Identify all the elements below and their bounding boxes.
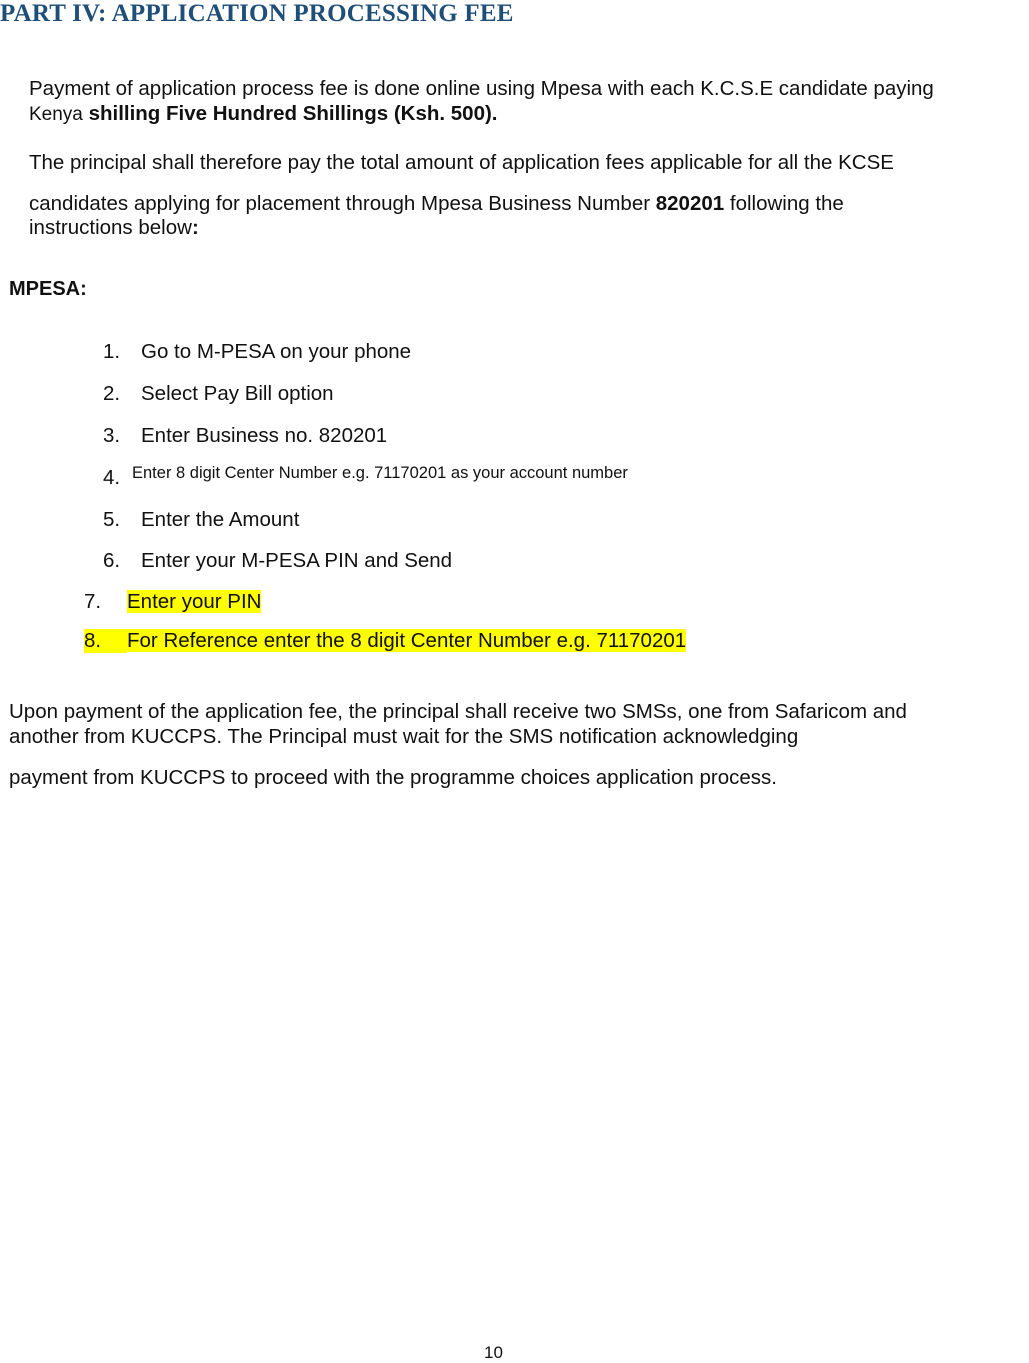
step-number: 6. [103, 549, 121, 572]
principal-line-2-prefix: candidates applying for placement through Mpesa Business Number [29, 192, 651, 215]
principal-line-3 [29, 216, 199, 240]
page-number: 10 [484, 1343, 503, 1362]
step-6 [103, 549, 452, 573]
step-number: 3. [103, 424, 121, 447]
principal-line-3-text: instructions below [29, 216, 192, 239]
principal-line-2 [29, 192, 844, 216]
intro-line-1: Payment of application process fee is done online using Mpesa with each K.C.S.E candidate paying [29, 77, 934, 100]
step-text: Go to M-PESA on your phone [141, 340, 412, 363]
step-text-highlighted: Enter your PIN [127, 590, 262, 613]
principal-line-1: The principal shall therefore pay the total amount of application fees applicable for all the KCSE [29, 151, 894, 174]
closing-line-2: another from KUCCPS. The Principal must wait for the SMS notification acknowledging [9, 725, 799, 748]
step-7 [84, 590, 261, 614]
principal-line-2-suffix: following the [729, 192, 844, 215]
business-number: 820201 [655, 192, 725, 215]
step-5 [103, 508, 299, 532]
closing-line-3: payment from KUCCPS to proceed with the programme choices application process. [9, 766, 777, 789]
step-3 [103, 424, 387, 448]
intro-kenya-text: Kenya [29, 104, 83, 125]
step-8 [84, 629, 686, 653]
intro-line-2 [29, 102, 498, 127]
step-number: 4. [103, 466, 121, 489]
step-number: 2. [103, 382, 121, 405]
step-text: Enter your M-PESA PIN and Send [141, 549, 453, 572]
step-text: Enter Business no. 820201 [141, 424, 388, 447]
step-2 [103, 382, 334, 406]
step-text: Enter the Amount [141, 508, 300, 531]
step-number: 8. [84, 629, 127, 653]
page-heading: PART IV: APPLICATION PROCESSING FEE [0, 0, 514, 27]
step-1 [103, 340, 411, 364]
step-number: 7. [84, 590, 102, 613]
step-4 [103, 466, 628, 490]
mpesa-section-title: MPESA: [9, 278, 87, 300]
intro-fee-amount: shilling Five Hundred Shillings (Ksh. 500). [88, 102, 498, 125]
step-text: Select Pay Bill option [141, 382, 334, 405]
step-text: Enter 8 digit Center Number e.g. 71170201 as your account number [132, 464, 628, 482]
step-number: 5. [103, 508, 121, 531]
principal-line-3-colon: : [191, 216, 199, 239]
closing-line-1: Upon payment of the application fee, the principal shall receive two SMSs, one from Safaricom and [9, 700, 907, 723]
step-text-highlighted: For Reference enter the 8 digit Center Number e.g. 71170201 [127, 629, 687, 652]
step-number: 1. [103, 340, 121, 363]
